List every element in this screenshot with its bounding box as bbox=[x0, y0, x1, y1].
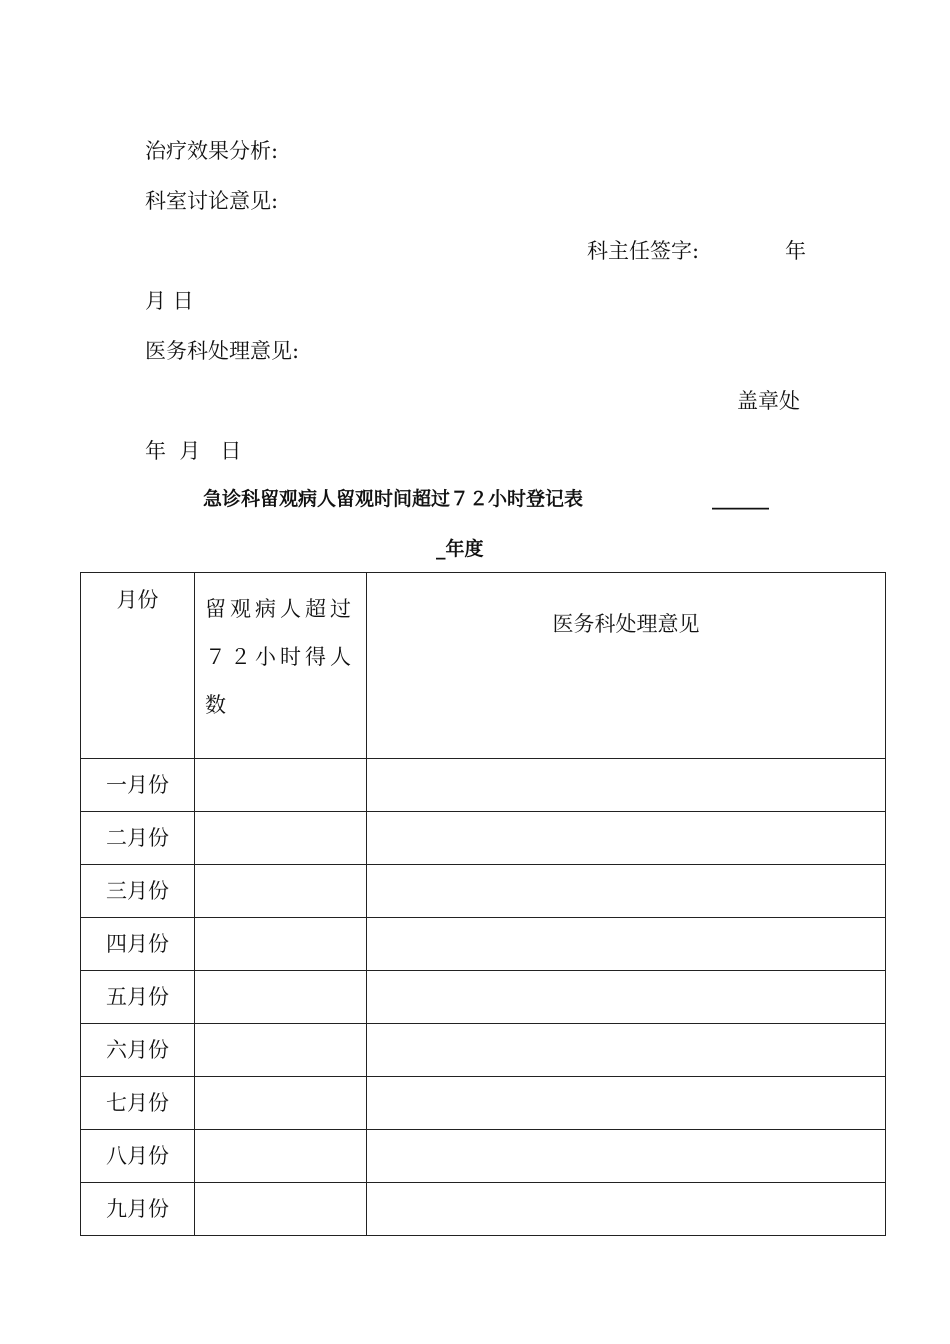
opinion-cell[interactable] bbox=[367, 1077, 886, 1130]
opinion-cell[interactable] bbox=[367, 1024, 886, 1077]
form-title: 急诊科留观病人留观时间超过７２小时登记表 bbox=[203, 488, 584, 510]
header-count: 留观病人超过７２小时得人数 bbox=[195, 573, 367, 759]
table-row bbox=[81, 865, 886, 918]
count-cell[interactable] bbox=[195, 918, 367, 971]
opinion-cell[interactable] bbox=[367, 1130, 886, 1183]
opinion-cell[interactable] bbox=[367, 1183, 886, 1236]
count-cell[interactable] bbox=[195, 759, 367, 812]
table-row bbox=[81, 918, 886, 971]
opinion-cell[interactable] bbox=[367, 865, 886, 918]
signature-month-day-label: 月 日 bbox=[145, 289, 194, 313]
month-cell: 五月份 bbox=[81, 971, 195, 1024]
seal-label: 盖章处 bbox=[737, 389, 800, 413]
table-header-row bbox=[81, 573, 886, 759]
count-cell[interactable] bbox=[195, 1183, 367, 1236]
month-cell: 二月份 bbox=[81, 812, 195, 865]
count-cell[interactable] bbox=[195, 865, 367, 918]
count-cell[interactable] bbox=[195, 1130, 367, 1183]
table-row bbox=[81, 759, 886, 812]
opinion-cell[interactable] bbox=[367, 812, 886, 865]
table-row bbox=[81, 812, 886, 865]
month-cell: 四月份 bbox=[81, 918, 195, 971]
opinion-cell[interactable] bbox=[367, 759, 886, 812]
form-title-year-blank: ______ bbox=[712, 488, 769, 510]
month-cell: 九月份 bbox=[81, 1183, 195, 1236]
table-row bbox=[81, 1130, 886, 1183]
count-cell[interactable] bbox=[195, 1024, 367, 1077]
medical-affairs-opinion-label: 医务科处理意见: bbox=[145, 339, 300, 363]
table-row bbox=[81, 1077, 886, 1130]
opinion-cell[interactable] bbox=[367, 971, 886, 1024]
month-cell: 八月份 bbox=[81, 1130, 195, 1183]
dept-discussion-label: 科室讨论意见: bbox=[145, 189, 279, 213]
header-opinion: 医务科处理意见 bbox=[367, 573, 886, 759]
count-cell[interactable] bbox=[195, 971, 367, 1024]
director-signature-label: 科主任签字: bbox=[587, 239, 700, 263]
registration-table bbox=[80, 572, 886, 1236]
month-cell: 一月份 bbox=[81, 759, 195, 812]
month-cell: 七月份 bbox=[81, 1077, 195, 1130]
opinion-cell[interactable] bbox=[367, 918, 886, 971]
table-row bbox=[81, 971, 886, 1024]
header-month: 月份 bbox=[81, 573, 195, 759]
seal-date-label: 年 月 日 bbox=[145, 439, 242, 463]
month-cell: 三月份 bbox=[81, 865, 195, 918]
table-row bbox=[81, 1183, 886, 1236]
month-cell: 六月份 bbox=[81, 1024, 195, 1077]
table-row bbox=[81, 1024, 886, 1077]
form-title-year: _年度 bbox=[436, 538, 484, 560]
signature-year-label: 年 bbox=[785, 239, 806, 263]
treatment-analysis-label: 治疗效果分析: bbox=[145, 139, 279, 163]
count-cell[interactable] bbox=[195, 1077, 367, 1130]
count-cell[interactable] bbox=[195, 812, 367, 865]
